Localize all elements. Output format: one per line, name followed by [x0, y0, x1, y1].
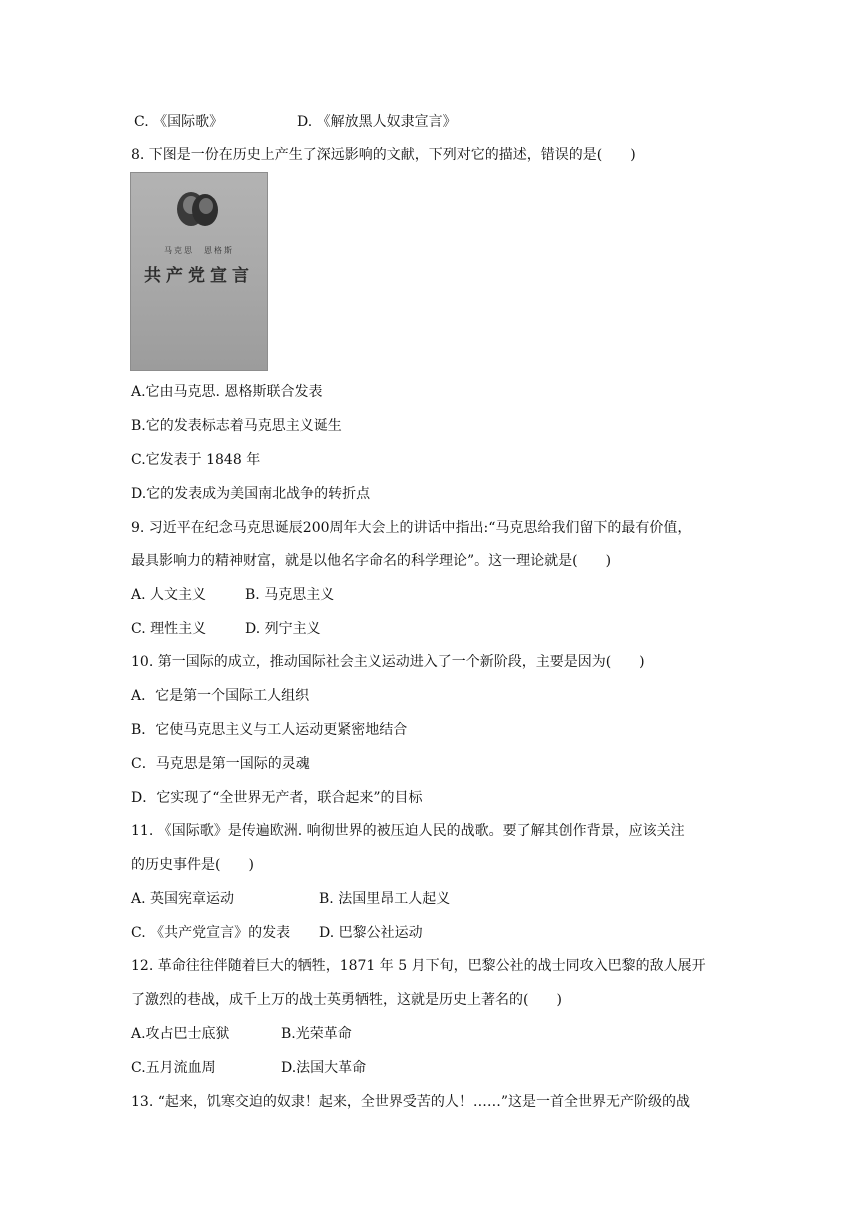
q12-option-d: D.法国大革命: [281, 1060, 367, 1076]
q10-option-b: B．它使马克思主义与工人运动更紧密地结合: [131, 722, 408, 738]
cover-title: 共产党宣言: [144, 266, 254, 286]
q7-option-d: D. 《解放黑人奴隶宣言》: [297, 114, 457, 130]
q13-stem-line-1: 13. “起来，饥寒交迫的奴隶！起来，全世界受苦的人！……”这是一首全世界无产阶级的战: [131, 1094, 691, 1110]
q11-stem-line-2: 的历史事件是( ): [131, 857, 254, 873]
q10-stem: 10. 第一国际的成立，推动国际社会主义运动进入了一个新阶段，主要是因为( ): [131, 654, 645, 670]
q12-stem-line-2: 了激烈的巷战，成千上万的战士英勇牺牲，这就是历史上著名的( ): [131, 992, 562, 1008]
q7-option-c: C. 《国际歌》: [134, 114, 224, 130]
q11-option-b: B. 法国里昂工人起义: [319, 891, 451, 907]
q9-option-b: B. 马克思主义: [245, 587, 335, 603]
q8-option-b: B.它的发表标志着马克思主义诞生: [131, 418, 342, 434]
q8-option-c: C.它发表于 1848 年: [131, 452, 261, 468]
q10-option-d: D．它实现了“全世界无产者，联合起来”的目标: [131, 790, 423, 806]
communist-manifesto-cover-image: [130, 172, 268, 371]
q9-option-a: A. 人文主义: [131, 587, 207, 603]
q9-stem-line-2: 最具影响力的精神财富，就是以他名字命名的科学理论”。这一理论就是( ): [131, 553, 612, 569]
q8-stem: 8. 下图是一份在历史上产生了深远影响的文献，下列对它的描述，错误的是( ): [131, 147, 636, 163]
q9-option-d: D. 列宁主义: [245, 621, 321, 637]
q11-stem-line-1: 11. 《国际歌》是传遍欧洲. 响彻世界的被压迫人民的战歌。要了解其创作背景，应该关注: [131, 823, 685, 839]
q12-stem-line-1: 12. 革命往往伴随着巨大的牺牲，1871 年 5 月下旬，巴黎公社的战士同攻入巴黎的敌人展开: [131, 958, 706, 974]
q12-option-a: A.攻占巴士底狱: [131, 1026, 230, 1042]
q12-option-b: B.光荣革命: [281, 1026, 352, 1042]
cover-authors: 马克思 恩格斯: [164, 246, 234, 255]
q9-option-c: C. 理性主义: [131, 621, 207, 637]
q12-option-c: C.五月流血周: [131, 1060, 216, 1076]
q11-option-a: A. 英国宪章运动: [131, 891, 235, 907]
q9-stem-line-1: 9. 习近平在纪念马克思诞辰200周年大会上的讲话中指出:“马克思给我们留下的最有价值，: [131, 520, 692, 536]
q11-option-c: C. 《共产党宣言》的发表: [131, 925, 291, 941]
q11-option-d: D. 巴黎公社运动: [319, 925, 423, 941]
q10-option-c: C．马克思是第一国际的灵魂: [131, 756, 310, 772]
marx-engels-portrait-icon: [171, 189, 225, 229]
q8-option-a: A.它由马克思. 恩格斯联合发表: [131, 384, 323, 400]
q10-option-a: A．它是第一个国际工人组织: [131, 688, 310, 704]
q8-option-d: D.它的发表成为美国南北战争的转折点: [131, 486, 371, 502]
